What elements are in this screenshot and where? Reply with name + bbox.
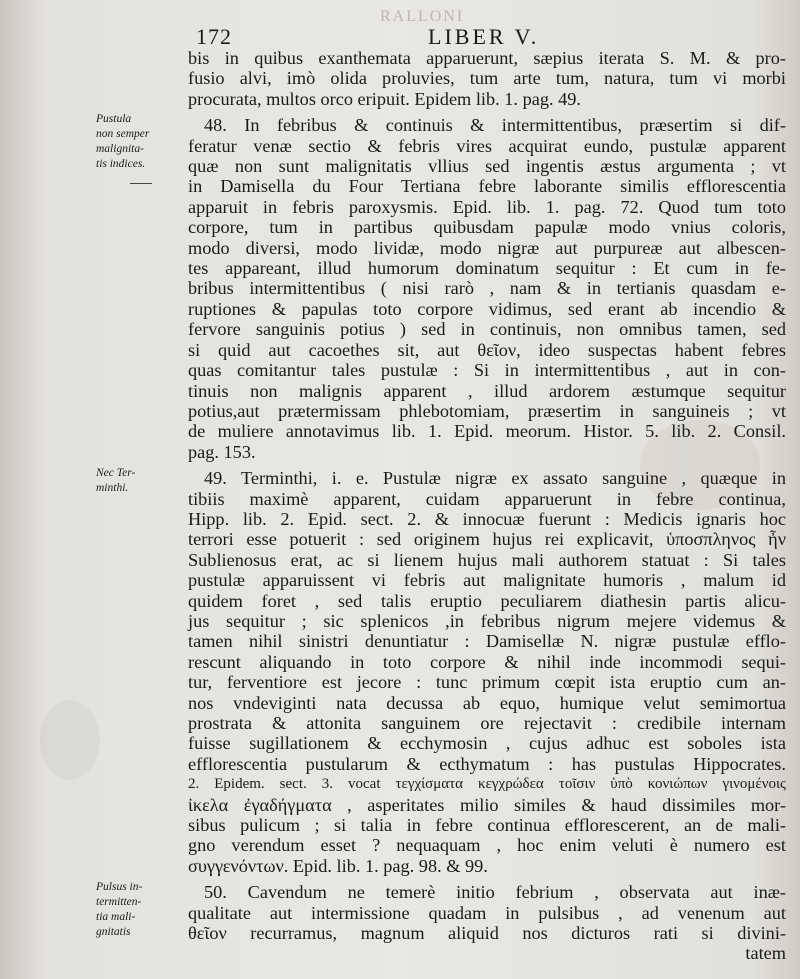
text-line: tibiis maximè apparent, cuidam apparuerunt in febre continua, [188, 488, 786, 509]
text-line: θεῖον recurramus, magnum aliquid nos dicturos rati si divini- [188, 923, 786, 944]
running-head: LIBER V. [428, 24, 540, 49]
text-line: 50. Cavendum ne temerè initio febrium , observata aut inæ- [204, 882, 786, 903]
paragraph-50 [188, 882, 786, 964]
text-line: Hipp. lib. 2. Epid. sect. 2. & innocuæ fuerunt : Medicis ignaris hoc [188, 508, 786, 529]
text-line: procurata, multos orco eripuit. Epidem lib. 1. pag. 49. [188, 88, 581, 109]
text-line: 2. Epidem. sect. 3. vocat τεγχίσματα κεγχρώδεα τοῖσιν ὑπὸ κονιώπων γινομένοις [188, 776, 786, 793]
text-line: ἰκελα ἐγαδήγματα , asperitates milio similes & haud dissimiles mor- [188, 794, 786, 815]
text-line: fervore sanguinis potius ) sed in continuis, non omnibus tamen, sed [188, 319, 786, 340]
text-line: potius,aut prætermissam phlebotomiam, præsertim in sanguineis ; vt [188, 400, 786, 421]
margin-note-line: malignita- [96, 143, 144, 155]
page-number: 172 [196, 24, 232, 49]
margin-note-terminthi [96, 466, 188, 496]
paragraph-continuation [188, 48, 786, 109]
text-line: Sublienosus erat, ac si lienem hujus mali authorem statuat : Si tales [188, 549, 786, 570]
text-line: quæ non sunt malignitatis vllius sed ingentis æstus argumenta ; vt [188, 156, 786, 177]
margin-note-line: termitten- [96, 896, 142, 908]
text-line: rescunt aliquando in toto corpore & nihil inde incommodi sequi- [188, 651, 786, 672]
text-line: tinuis non malignis apparent , illud ardorem æstumque sequitur [188, 380, 786, 401]
text-line: ruptiones & papulas toto corpore vidimus, sed erant ab incendio & [188, 298, 786, 319]
text-line: feratur venæ sectio & febris vires acquirat eundo, pustulæ apparent [188, 135, 786, 156]
margin-note-pulsus [96, 880, 188, 940]
text-line: bribus intermittentibus ( nisi rarò , nam & in tertianis quasdam e- [188, 278, 786, 299]
text-line: pustulæ apparuissent vi febris aut malignitate humoris , malum id [188, 570, 786, 591]
text-line: sibus pulicum ; si talia in febre continua efflorescerent, an de mali- [188, 815, 786, 836]
text-line: nos vndeviginti nata decussa ab equo, humique velut semimortua [188, 692, 786, 713]
body-text [188, 48, 786, 964]
margin-note-line: gnitatis [96, 926, 131, 938]
text-line: prostrata & attonita sanguinem ore rejectavit : credibile internam [188, 713, 786, 733]
text-line: bis in quibus exanthemata apparuerunt, sæpius iterata S. M. & pro- [188, 48, 786, 68]
text-line: tur, ferventiore est jecore : tunc primum cœpit ista eruptio cum an- [188, 672, 786, 693]
text-line: quidem foret , sed talis eruptio peculiarem diathesin partis alicu- [188, 590, 786, 611]
margin-note-line: Pulsus in- [96, 881, 143, 893]
text-line: συγγενόντων. Epid. lib. 1. pag. 98. & 99. [188, 855, 488, 876]
text-line: tamen nihil sinistri denuntiatur : Damisellæ N. nigræ pustulæ efflo- [188, 631, 786, 652]
margin-note-line: tis indices. [96, 158, 146, 170]
text-line: fusio alvi, imò olida proluvies, tum arte tum, natura, tum vi morbi [188, 68, 786, 89]
margin-note-line: tia mali- [96, 911, 136, 923]
paragraph-48 [188, 115, 786, 462]
margin-note-line: Nec Ter- [96, 467, 136, 479]
margin-note-pustulae [96, 112, 188, 172]
text-line: 49. Terminthi, i. e. Pustulæ nigræ ex assato sanguine , quæque in [204, 468, 786, 489]
paragraph-49 [188, 468, 786, 876]
text-line: apparuit in febris paroxysmis. Epid. lib. 1. pag. 72. Quod tum toto [188, 196, 786, 217]
catchword: tatem [745, 943, 786, 964]
text-line: qualitate aut intermissione quadam in pulsibus , ad venenum aut [188, 902, 786, 923]
margin-note-line: non semper [96, 128, 150, 140]
text-line: de muliere annotavimus lib. 1. Epid. meorum. Histor. 5. lib. 2. Consil. [188, 421, 786, 442]
text-line: jus sequitur ; sic splenicos ,in febribus nigrum mejere videmus & [188, 610, 786, 631]
text-line: corpore, tum in partibus quibusdam papulæ modo vnius coloris, [188, 217, 786, 238]
text-line: in Damisella du Four Tertiana febre laborante similis efflorescentia [188, 176, 786, 197]
text-line: quas comitantur tales pustulæ : Si in intermittentibus , aut in con- [188, 360, 786, 381]
text-line: terrori esse potuerit : sed originem hujus rei explicavit, ὑποσπληνος ἦν [188, 529, 786, 550]
margin-divider [130, 183, 152, 184]
margin-note-line: minthi. [96, 482, 129, 494]
text-line: si quid aut cacoethes sit, aut θεῖον, ideo suspectas habent febres [188, 339, 786, 360]
text-line: fuisse sugillationem & ecchymosin , cujus adhuc est soboles ista [188, 733, 786, 754]
text-line: tes appareant, illud humorum dominatum sequitur : Et cum in fe- [188, 258, 786, 279]
page-header [196, 24, 596, 50]
bleed-through-text: RALLONI [380, 8, 465, 25]
text-line: efflorescentia pustularum & ecthymatum : has pustulas Hippocrates. [188, 753, 786, 774]
text-line: pag. 153. [188, 441, 256, 462]
paper-stain [40, 700, 100, 780]
margin-note-line: Pustula [96, 113, 132, 125]
text-line: modo diversi, modo lividæ, modo nigræ aut purpureæ aut albescen- [188, 237, 786, 258]
text-line: 48. In febribus & continuis & intermittentibus, præsertim si dif- [204, 115, 786, 136]
text-line: gno verendum esset ? nequaquam , hoc enim veluti è numero est [188, 835, 786, 856]
